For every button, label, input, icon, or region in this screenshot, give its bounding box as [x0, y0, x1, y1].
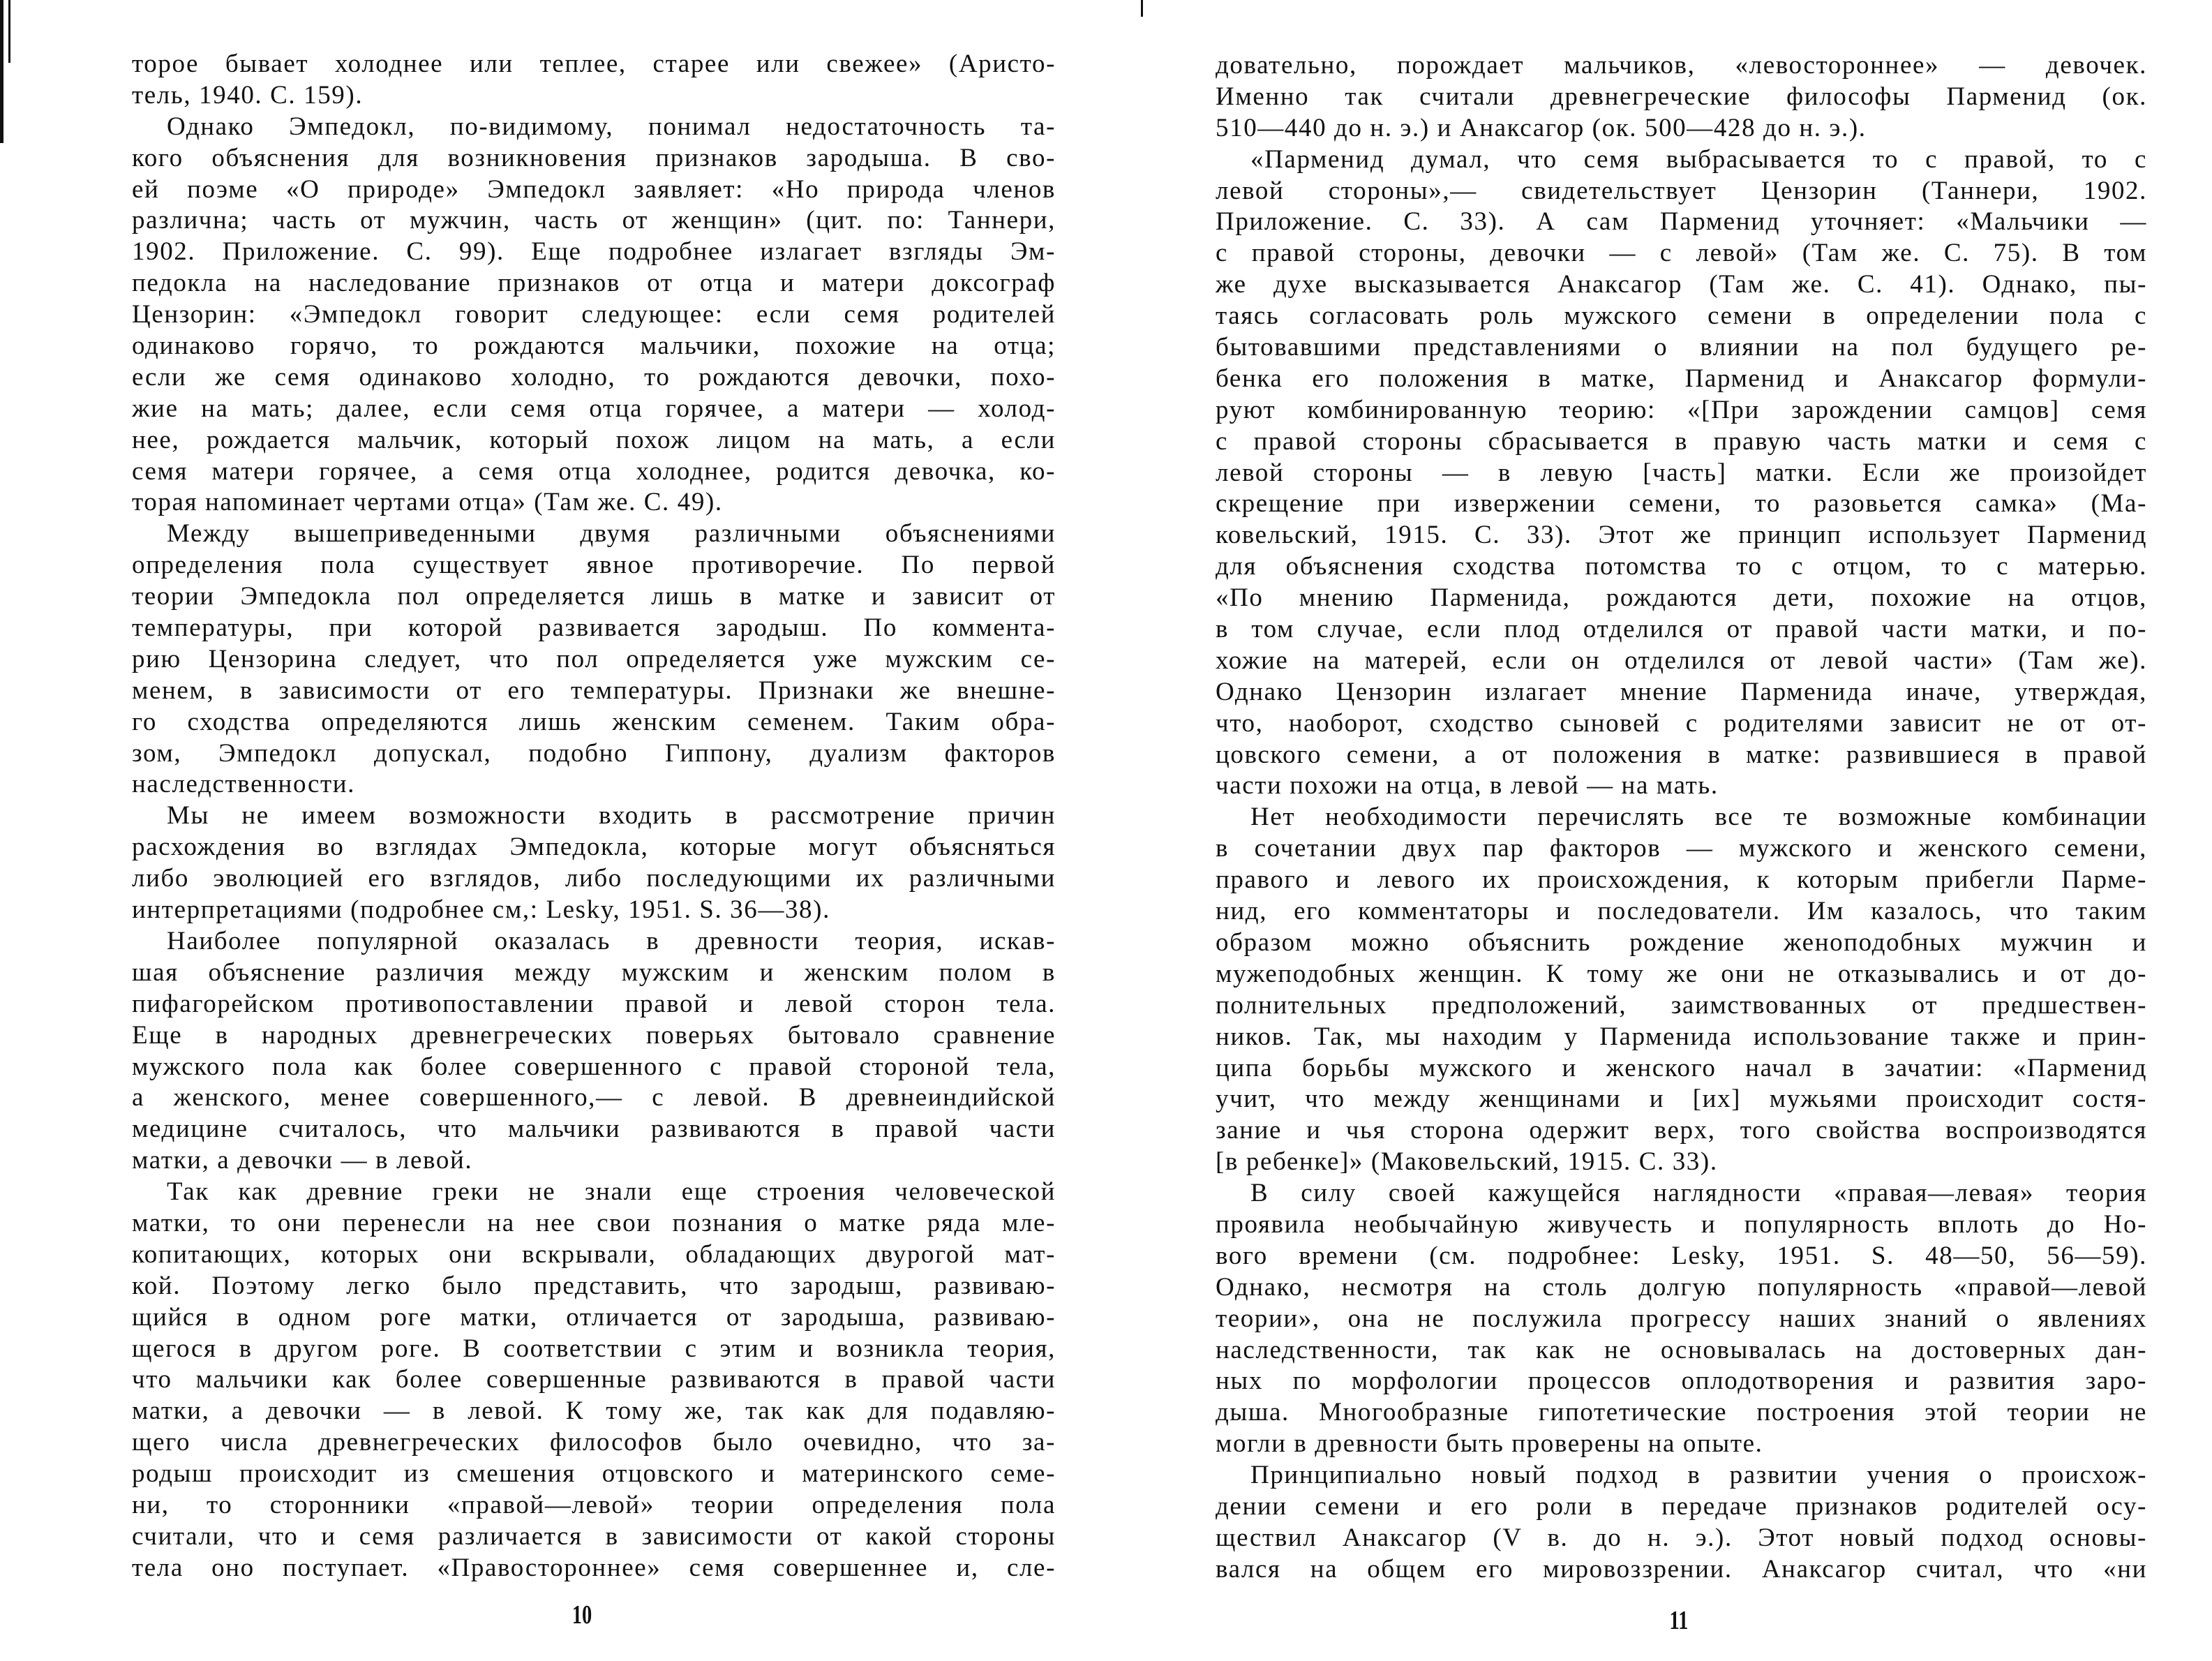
text-line: правого и левого их происхождения, к которым прибегли Парме- — [1216, 865, 2147, 895]
text-line: проявила необычайную живучесть и популярность вплоть до Но- — [1216, 1209, 2147, 1239]
text-line: Принципиально новый подход в развитии учения о происхож- — [1250, 1461, 2147, 1490]
text-line: образом можно объяснить рождение женоподобных мужчин и — [1216, 928, 2147, 957]
text-line: Однако, несмотря на столь долгую популярность «правой—левой — [1216, 1272, 2147, 1302]
text-line: матки, а девочки — в левой. — [132, 1146, 473, 1175]
text-line: же духе высказывается Анаксагор (Там же. С. 41). Однако, пы- — [1216, 270, 2147, 299]
paragraph — [1216, 1460, 2147, 1586]
text-line: рию Цензорина следует, что пол определяется уже мужским се- — [132, 644, 1056, 673]
text-line: матки, а девочки — в левой. К тому же, так как для подавляю- — [132, 1396, 1056, 1426]
text-line: ществил Анаксагор (V в. до н. э.). Этот новый подход основы- — [1216, 1523, 2147, 1552]
paragraph — [132, 112, 1056, 519]
text-line: щегося в другом роге. В соответствии с этим и возникла теория, — [132, 1334, 1056, 1363]
text-line: Цензорин: «Эмпедокл говорит следующее: если семя родителей — [132, 300, 1056, 329]
page-number-left: 10 — [571, 1600, 592, 1630]
text-line: Еще в народных древнегреческих поверьях бытовало сравнение — [132, 1020, 1056, 1050]
paragraph — [1216, 50, 2147, 144]
paragraph — [132, 926, 1056, 1177]
text-line: наследственности. — [132, 770, 356, 799]
paragraph — [132, 49, 1056, 112]
text-line: ных по морфологии процессов оплодотворения и развития заро- — [1216, 1366, 2147, 1396]
text-line: медицине считалось, что мальчики развиваются в правой части — [132, 1115, 1056, 1144]
text-line: полнительных предположений, заимствованных от предшествен- — [1216, 990, 2147, 1020]
paragraph — [132, 800, 1056, 926]
text-line: если же семя одинаково холодно, то рождаются девочки, похо- — [132, 362, 1056, 392]
text-line: В силу своей кажущейся наглядности «правая—левая» теория — [1250, 1179, 2147, 1208]
text-line: зание и чья сторона одержит верх, того свойства воспроизводятся — [1216, 1116, 2147, 1145]
text-line: Мы не имеем возможности входить в рассмотрение причин — [167, 801, 1056, 830]
paragraph — [1216, 802, 2147, 1178]
text-line: 510—440 до н. э.) и Анаксагор (ок. 500—428 до н. э.). — [1216, 113, 1867, 142]
text-line: ковельский, 1915. С. 33). Этот же принцип использует Парменид — [1216, 521, 2147, 550]
text-line: таясь согласовать роль мужского семени в определении пола с — [1216, 301, 2147, 331]
text-line: левой стороны»,— свидетельствует Цензорин (Таннери, 1902. — [1216, 176, 2147, 205]
text-line: кого объяснения для возникновения признаков зародыша. В сво- — [132, 143, 1056, 172]
text-line: тела оно поступает. «Правостороннее» семя совершеннее и, сле- — [132, 1553, 1056, 1582]
text-line: [в ребенке]» (Маковельский, 1915. С. 33). — [1216, 1147, 1718, 1177]
paragraph — [1216, 144, 2147, 803]
text-line: Приложение. С. 33). А сам Парменид уточняет: «Мальчики — — [1216, 207, 2147, 237]
text-line: щийся в одном роге матки, отличается от зародыша, развиваю- — [132, 1302, 1056, 1332]
text-line: го сходства определяются лишь женским семенем. Таким обра- — [132, 707, 1056, 736]
text-line: ников. Так, мы находим у Парменида использование также и прин- — [1216, 1022, 2147, 1051]
text-line: ей поэме «О природе» Эмпедокл заявляет: «Но природа членов — [132, 174, 1056, 204]
text-line: Однако Цензорин излагает мнение Парменида иначе, утверждая, — [1216, 677, 2147, 706]
text-line: семя матери горячее, а семя отца холоднее, родится девочка, ко- — [132, 456, 1056, 486]
text-line: вого времени (см. подробнее: Lesky, 1951. S. 48—50, 56—59). — [1216, 1241, 2147, 1270]
text-line: пифагорейском противопоставлении правой и левой сторон тела. — [132, 989, 1056, 1018]
text-line: определения пола существует явное противоречие. По первой — [132, 551, 1056, 580]
text-line: «По мнению Парменида, рождаются дети, похожие на отцов, — [1216, 583, 2147, 613]
paragraph — [132, 1177, 1056, 1584]
text-line: дении семени и его роли в передаче признаков родителей осу- — [1216, 1491, 2147, 1521]
text-line: родыш происходит из смешения отцовского и материнского семе- — [132, 1459, 1056, 1489]
text-line: в том случае, если плод отделился от правой части матки, и по- — [1216, 615, 2147, 644]
text-line: дыша. Многообразные гипотетические построения этой теории не — [1216, 1398, 2147, 1427]
scan-gutter-mark — [1141, 0, 1143, 17]
page-number-right: 11 — [1669, 1606, 1689, 1635]
text-line: шая объяснение различия между мужским и женским полом в — [132, 958, 1056, 987]
text-line: бытовавшими представлениями о влиянии на пол будущего ре- — [1216, 333, 2147, 362]
text-line: левой стороны — в левую [часть] матки. Если же произойдет — [1216, 458, 2147, 487]
scan-edge-mark — [0, 0, 3, 143]
text-line: матки, то они перенесли на нее свои познания о матке ряда мле- — [132, 1208, 1056, 1237]
text-line: мужеподобных женщин. К тому же они не отказывались и от до- — [1216, 959, 2147, 988]
text-line: для объяснения сходства потомства то с отцом, то с матерью. — [1216, 552, 2147, 581]
paragraph — [1216, 1178, 2147, 1460]
text-line: довательно, порождает мальчиков, «левостороннее» — девочек. — [1216, 51, 2147, 80]
text-line: цовского семени, а от положения в матке: развившиеся в правой — [1216, 740, 2147, 769]
text-line: ни, то сторонники «правой—левой» теории определения пола — [132, 1490, 1056, 1519]
text-line: «Парменид думал, что семя выбрасывается то с правой, то с — [1250, 144, 2147, 174]
text-line: части похожи на отца, в левой — на мать. — [1216, 771, 1719, 800]
text-line: Нет необходимости перечислять все те возможные комбинации — [1250, 803, 2147, 832]
scan-edge-mark — [8, 0, 10, 63]
text-line: зом, Эмпедокл допускал, подобно Гиппону, дуализм факторов — [132, 738, 1056, 768]
text-line: наследственности, так как не основывалась на достоверных дан- — [1216, 1335, 2147, 1364]
text-line: нид, его комментаторы и последователи. Им казалось, что таким — [1216, 897, 2147, 926]
text-line: щего числа древнегреческих философов было очевидно, что за- — [132, 1428, 1056, 1457]
text-line: с правой стороны, девочки — с левой» (Там же. С. 75). В том — [1216, 239, 2147, 268]
text-line: в сочетании двух пар факторов — мужского и женского семени, — [1216, 834, 2147, 863]
text-line: что мальчики как более совершенные развиваются в правой части — [132, 1365, 1056, 1394]
text-line: Наиболее популярной оказалась в древности теория, искав- — [167, 926, 1056, 955]
text-line: нее, рождается мальчик, который похож лицом на мать, а если — [132, 425, 1056, 454]
text-line: могли в древности быть проверены на опыте. — [1216, 1429, 1763, 1459]
text-line: интерпретациями (подробнее см,: Lesky, 1951. S. 36—38). — [132, 895, 830, 925]
text-line: либо эволюцией его взглядов, либо последующими их различными — [132, 864, 1056, 893]
text-line: теории», она не послужила прогрессу наших знаний о явлениях — [1216, 1304, 2147, 1333]
text-line: с правой стороны сбрасывается в правую часть матки и семя с — [1216, 426, 2147, 456]
text-line: учит, что между женщинами и [их] мужьями происходит состя- — [1216, 1085, 2147, 1114]
text-line: расхождения во взглядах Эмпедокла, которые могут объясняться — [132, 833, 1056, 862]
text-line: руют комбинированную теорию: «[При зарождении самцов] семя — [1216, 395, 2147, 424]
text-line: температуры, при которой развивается зародыш. По коммента- — [132, 613, 1056, 643]
text-line: Именно так считали древнегреческие философы Парменид (ок. — [1216, 82, 2147, 111]
text-line: бенка его положения в матке, Парменид и Анаксагор формули- — [1216, 364, 2147, 393]
text-line: 1902. Приложение. С. 99). Еще подробнее излагает взгляды Эм- — [132, 237, 1056, 267]
text-line: одинаково горячо, то рождаются мальчики, похожие на отца; — [132, 332, 1056, 361]
text-line: теории Эмпедокла пол определяется лишь в матке и зависит от — [132, 582, 1056, 611]
text-line: считали, что и семя различается в зависимости от какой стороны — [132, 1521, 1056, 1551]
text-line: тель, 1940. С. 159). — [132, 80, 364, 110]
text-line: менем, в зависимости от его температуры. Признаки же внешне- — [132, 676, 1056, 705]
text-line: мужского пола как более совершенного с правой стороной тела, — [132, 1052, 1056, 1081]
text-line: педокла на наследование признаков от отца и матери доксограф — [132, 269, 1056, 298]
text-line: скрещение при извержении семени, то разовьется самка» (Ма- — [1216, 489, 2147, 519]
text-line: торое бывает холоднее или теплее, старее или свежее» (Аристо- — [132, 50, 1056, 78]
text-line: Между вышеприведенными двумя различными объяснениями — [167, 519, 1056, 549]
text-line: различна; часть от мужчин, часть от женщин» (цит. по: Таннери, — [132, 206, 1056, 235]
text-line: Так как древние греки не знали еще строения человеческой — [167, 1177, 1056, 1207]
right-page-body — [1216, 50, 2147, 1586]
text-line: а женского, менее совершенного,— с левой. В древнеиндийской — [132, 1083, 1056, 1112]
text-line: копитающих, которых они вскрывали, обладающих двурогой мат- — [132, 1239, 1056, 1269]
left-page-body — [132, 49, 1056, 1584]
text-line: кой. Поэтому легко было представить, что зародыш, развиваю- — [132, 1271, 1056, 1300]
text-line: жие на мать; далее, если семя отца горячее, а матери — холод- — [132, 394, 1056, 423]
text-line: ципа борьбы мужского и женского начал в зачатии: «Парменид — [1216, 1053, 2147, 1082]
text-line: Однако Эмпедокл, по-видимому, понимал недостаточность та- — [167, 112, 1056, 141]
text-line: торая напоминает чертами отца» (Там же. С. 49). — [132, 488, 723, 517]
paragraph — [132, 519, 1056, 800]
text-line: что, наоборот, сходство сыновей с родителями зависит не от от- — [1216, 708, 2147, 738]
text-line: хожие на матерей, если он отделился от левой части» (Там же). — [1216, 646, 2147, 675]
text-line: вался на общем его мировоззрении. Анаксагор считал, что «ни — [1216, 1554, 2147, 1584]
